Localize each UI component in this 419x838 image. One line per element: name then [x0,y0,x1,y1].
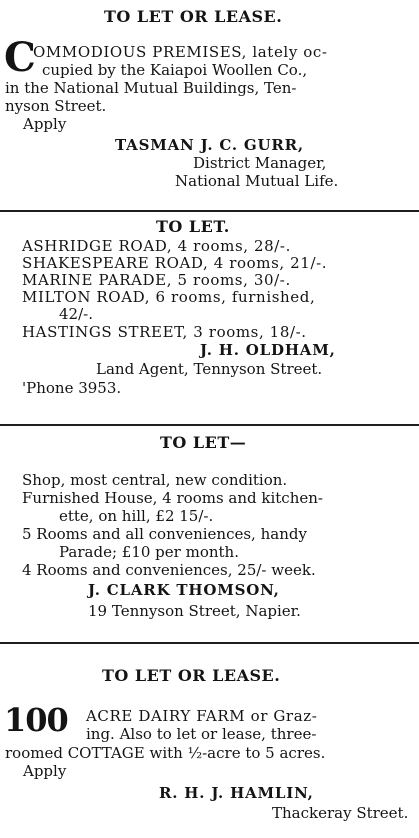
divider-3 [0,642,419,644]
ad4-signature-address: Thackeray Street. [272,804,409,822]
ad2-listing: 42/-. [59,305,93,323]
ad3-line2: Furnished House, 4 rooms and kitchen- [22,489,323,507]
ad2-listing: HASTINGS STREET, 3 rooms, 18/-. [22,323,307,341]
ad3-heading: TO LET— [160,433,247,452]
ad1-signature-title: District Manager, [193,154,327,172]
ad1-dropcap: C [4,34,36,81]
divider-1 [0,210,419,212]
ad2-listing: SHAKESPEARE ROAD, 4 rooms, 21/-. [22,254,328,272]
ad1-apply: Apply [23,115,67,133]
ad2-listing: MILTON ROAD, 6 rooms, furnished, [22,288,316,306]
divider-2 [0,424,419,426]
ad2-listing: MARINE PARADE, 5 rooms, 30/-. [22,271,291,289]
ad1-line3: in the National Mutual Buildings, Ten- [5,79,297,97]
ad4-line1: ACRE DAIRY FARM or Graz- [86,707,318,725]
ad1-signature-name: TASMAN J. C. GURR, [115,136,304,154]
ad3-line1: Shop, most central, new condition. [22,471,288,489]
ad4-heading: TO LET OR LEASE. [102,666,281,685]
ad4-big-number: 100 [4,701,68,739]
ad3-agent-name: J. CLARK THOMSON, [88,581,280,599]
ad1-signature-org: National Mutual Life. [175,172,339,190]
ad3-agent-address: 19 Tennyson Street, Napier. [88,602,301,620]
ad4-line2: ing. Also to let or lease, three- [86,725,317,743]
ad4-line3: roomed COTTAGE with ½-acre to 5 acres. [5,744,326,762]
ad2-listing: ASHRIDGE ROAD, 4 rooms, 28/-. [22,237,291,255]
ad2-agent-name: J. H. OLDHAM, [200,341,336,359]
ad4-apply: Apply [23,762,67,780]
ad2-agent-title: Land Agent, Tennyson Street. [96,360,323,378]
ad1-line4: nyson Street. [5,97,107,115]
ad2-heading: TO LET. [156,217,230,236]
ad1-heading: TO LET OR LEASE. [104,7,283,26]
ad1-line1: OMMODIOUS PREMISES, lately oc- [33,43,328,61]
ad3-line3: ette, on hill, £2 15/-. [59,507,214,525]
ad3-line4: 5 Rooms and all conveniences, handy [22,525,307,543]
ad3-line5: Parade; £10 per month. [59,543,239,561]
ad3-line6: 4 Rooms and conveniences, 25/- week. [22,561,316,579]
ad1-line2: cupied by the Kaiapoi Woollen Co., [42,61,308,79]
ad2-phone: 'Phone 3953. [22,379,122,397]
ad4-signature-name: R. H. J. HAMLIN, [159,784,314,802]
